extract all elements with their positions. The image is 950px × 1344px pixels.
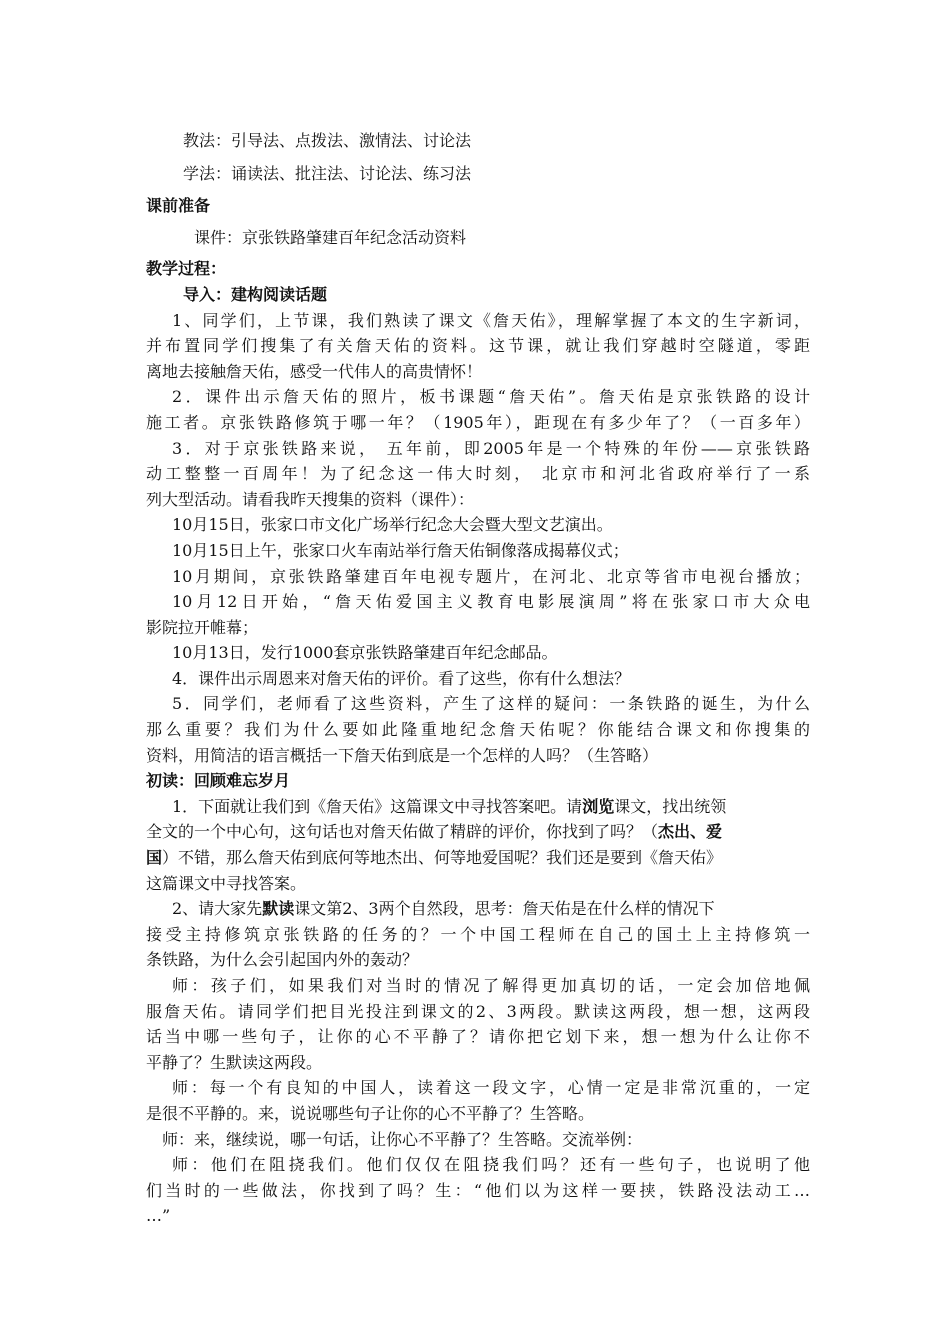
teacher-paragraph-4 <box>146 1152 810 1229</box>
intro-paragraph-1 <box>146 308 810 385</box>
intro-paragraph-3 <box>146 436 810 513</box>
process-heading: 教学过程： <box>146 259 227 279</box>
emphasis-browse: 浏览 <box>582 796 615 816</box>
text-line: 服詹天佑。请同学们把目光投注到课文的2、3两段。默读这两段，想一想，这两段 <box>146 1001 810 1021</box>
text-span: ）不错，那么詹天佑到底何等地杰出、何等地爱国呢？我们还是要到《詹天佑》 <box>162 848 723 868</box>
text-line <box>146 819 810 845</box>
learning-method: 学法：诵读法、批注法、讨论法、练习法 <box>183 163 472 183</box>
text-line: 平静了？生默读这两段。 <box>146 1052 323 1072</box>
text-line: 是很不平静的。来，说说哪些句子让你的心不平静了？生答略。 <box>146 1103 595 1123</box>
prep-courseware: 课件：京张铁路肇建百年纪念活动资料 <box>194 227 467 247</box>
text-line: 并布置同学们搜集了有关詹天佑的资料。这节课，就让我们穿越时空隧道，零距 <box>146 336 810 356</box>
text-line: 师：每一个有良知的中国人，读着这一段文字，心情一定是非常沉重的，一定 <box>172 1078 810 1098</box>
text-line: …” <box>146 1206 171 1226</box>
prep-heading: 课前准备 <box>146 196 211 216</box>
document-page <box>146 128 810 1229</box>
text-line: 列大型活动。请看我昨天搜集的资料（课件）： <box>146 489 475 509</box>
intro-paragraph-5 <box>146 691 810 768</box>
text-span: 课文第2、3两个自然段，思考：詹天佑是在什么样的情况下 <box>294 899 715 919</box>
text-span: 全文的一个中心句，这句话也对詹天佑做了精辟的评价，你找到了吗？（ <box>146 822 659 842</box>
event-item: 10月15日，张家口市文化广场举行纪念大会暨大型文艺演出。 <box>172 515 613 535</box>
text-line: 师：他们在阻挠我们。他们仅仅在阻挠我们吗？还有一些句子，也说明了他 <box>172 1155 810 1175</box>
event-item: 10月12日开始，“詹天佑爱国主义教育电影展演周”将在张家口市大众电 <box>172 592 810 612</box>
event-item: 10月13日，发行1000套京张铁路肇建百年纪念邮品。 <box>172 643 558 663</box>
text-line: 这篇课文中寻找答案。 <box>146 873 307 893</box>
text-line: 资料，用简洁的语言概括一下詹天佑到底是一个怎样的人吗？（生答略） <box>146 745 659 765</box>
emphasis-patriotic: 国 <box>146 848 163 868</box>
text-span: 1．下面就让我们到《詹天佑》这篇课文中寻找答案吧。请 <box>172 796 583 816</box>
text-line: 5．同学们，老师看了这些资料，产生了这样的疑问：一条铁路的诞生，为什么 <box>172 694 810 714</box>
teacher-paragraph-1 <box>146 973 810 1075</box>
text-line: 2．课件出示詹天佑的照片，板书课题“詹天佑”。詹天佑是京张铁路的设计 <box>172 387 810 407</box>
text-line <box>146 896 810 922</box>
first-read-question-1 <box>146 794 810 896</box>
text-line: 动工整整一百周年！为了纪念这一伟大时刻， 北京市和河北省政府举行了一系 <box>146 464 810 484</box>
intro-paragraph-2 <box>146 384 810 435</box>
text-line: 师：孩子们，如果我们对当时的情况了解得更加真切的话，一定会加倍地佩 <box>172 976 810 995</box>
text-line: 们当时的一些做法，你找到了吗？生：“他们以为这样一要挟，铁路没法动工… <box>146 1180 810 1200</box>
first-read-question-2 <box>146 896 810 973</box>
event-list <box>146 512 810 666</box>
event-item: 10月期间，京张铁路肇建百年电视专题片，在河北、北京等省市电视台播放； <box>172 566 810 586</box>
event-item: 影院拉开帷幕； <box>146 617 259 637</box>
text-line: 施工者。京张铁路修筑于哪一年？（1905年），距现在有多少年了？（一百多年） <box>146 412 810 432</box>
text-line: 那么重要？我们为什么要如此隆重地纪念詹天佑呢？你能结合课文和你搜集的 <box>146 720 810 740</box>
text-line: 离地去接触詹天佑，感受一代伟人的高贵情怀！ <box>146 361 483 381</box>
text-line <box>146 794 810 820</box>
text-span: 课文，找出统领 <box>614 796 727 816</box>
text-span: 2、请大家先 <box>172 899 263 919</box>
text-line: 话当中哪一些句子，让你的心不平静了？请你把它划下来，想一想为什么让你不 <box>146 1027 810 1047</box>
teaching-method: 教法：引导法、点拨法、激情法、讨论法 <box>183 131 472 150</box>
text-line <box>146 845 810 871</box>
teacher-paragraph-2 <box>146 1075 810 1126</box>
intro-heading: 导入：建构阅读话题 <box>183 284 328 304</box>
text-line: 1、同学们，上节课，我们熟读了课文《詹天佑》，理解掌握了本文的生字新词， <box>172 310 810 330</box>
text-line: 3．对于京张铁路来说， 五年前，即2005年是一个特殊的年份——京张铁路 <box>172 438 810 458</box>
emphasis-silent-read: 默读 <box>262 899 295 919</box>
event-item: 10月15日上午，张家口火车南站举行詹天佑铜像落成揭幕仪式； <box>172 540 629 560</box>
text-line: 条铁路，为什么会引起国内外的轰动？ <box>146 950 419 970</box>
first-read-heading: 初读：回顾难忘岁月 <box>146 771 291 791</box>
teacher-paragraph-3: 师：来，继续说，哪一句话，让你心不平静了？生答略。交流举例： <box>162 1129 643 1149</box>
intro-paragraph-4: 4．课件出示周恩来对詹天佑的评价。看了这些，你有什么想法？ <box>172 668 631 688</box>
emphasis-outstanding: 杰出、爱 <box>658 822 723 842</box>
text-line: 接受主持修筑京张铁路的任务的？一个中国工程师在自己的国土上主持修筑一 <box>146 924 810 944</box>
